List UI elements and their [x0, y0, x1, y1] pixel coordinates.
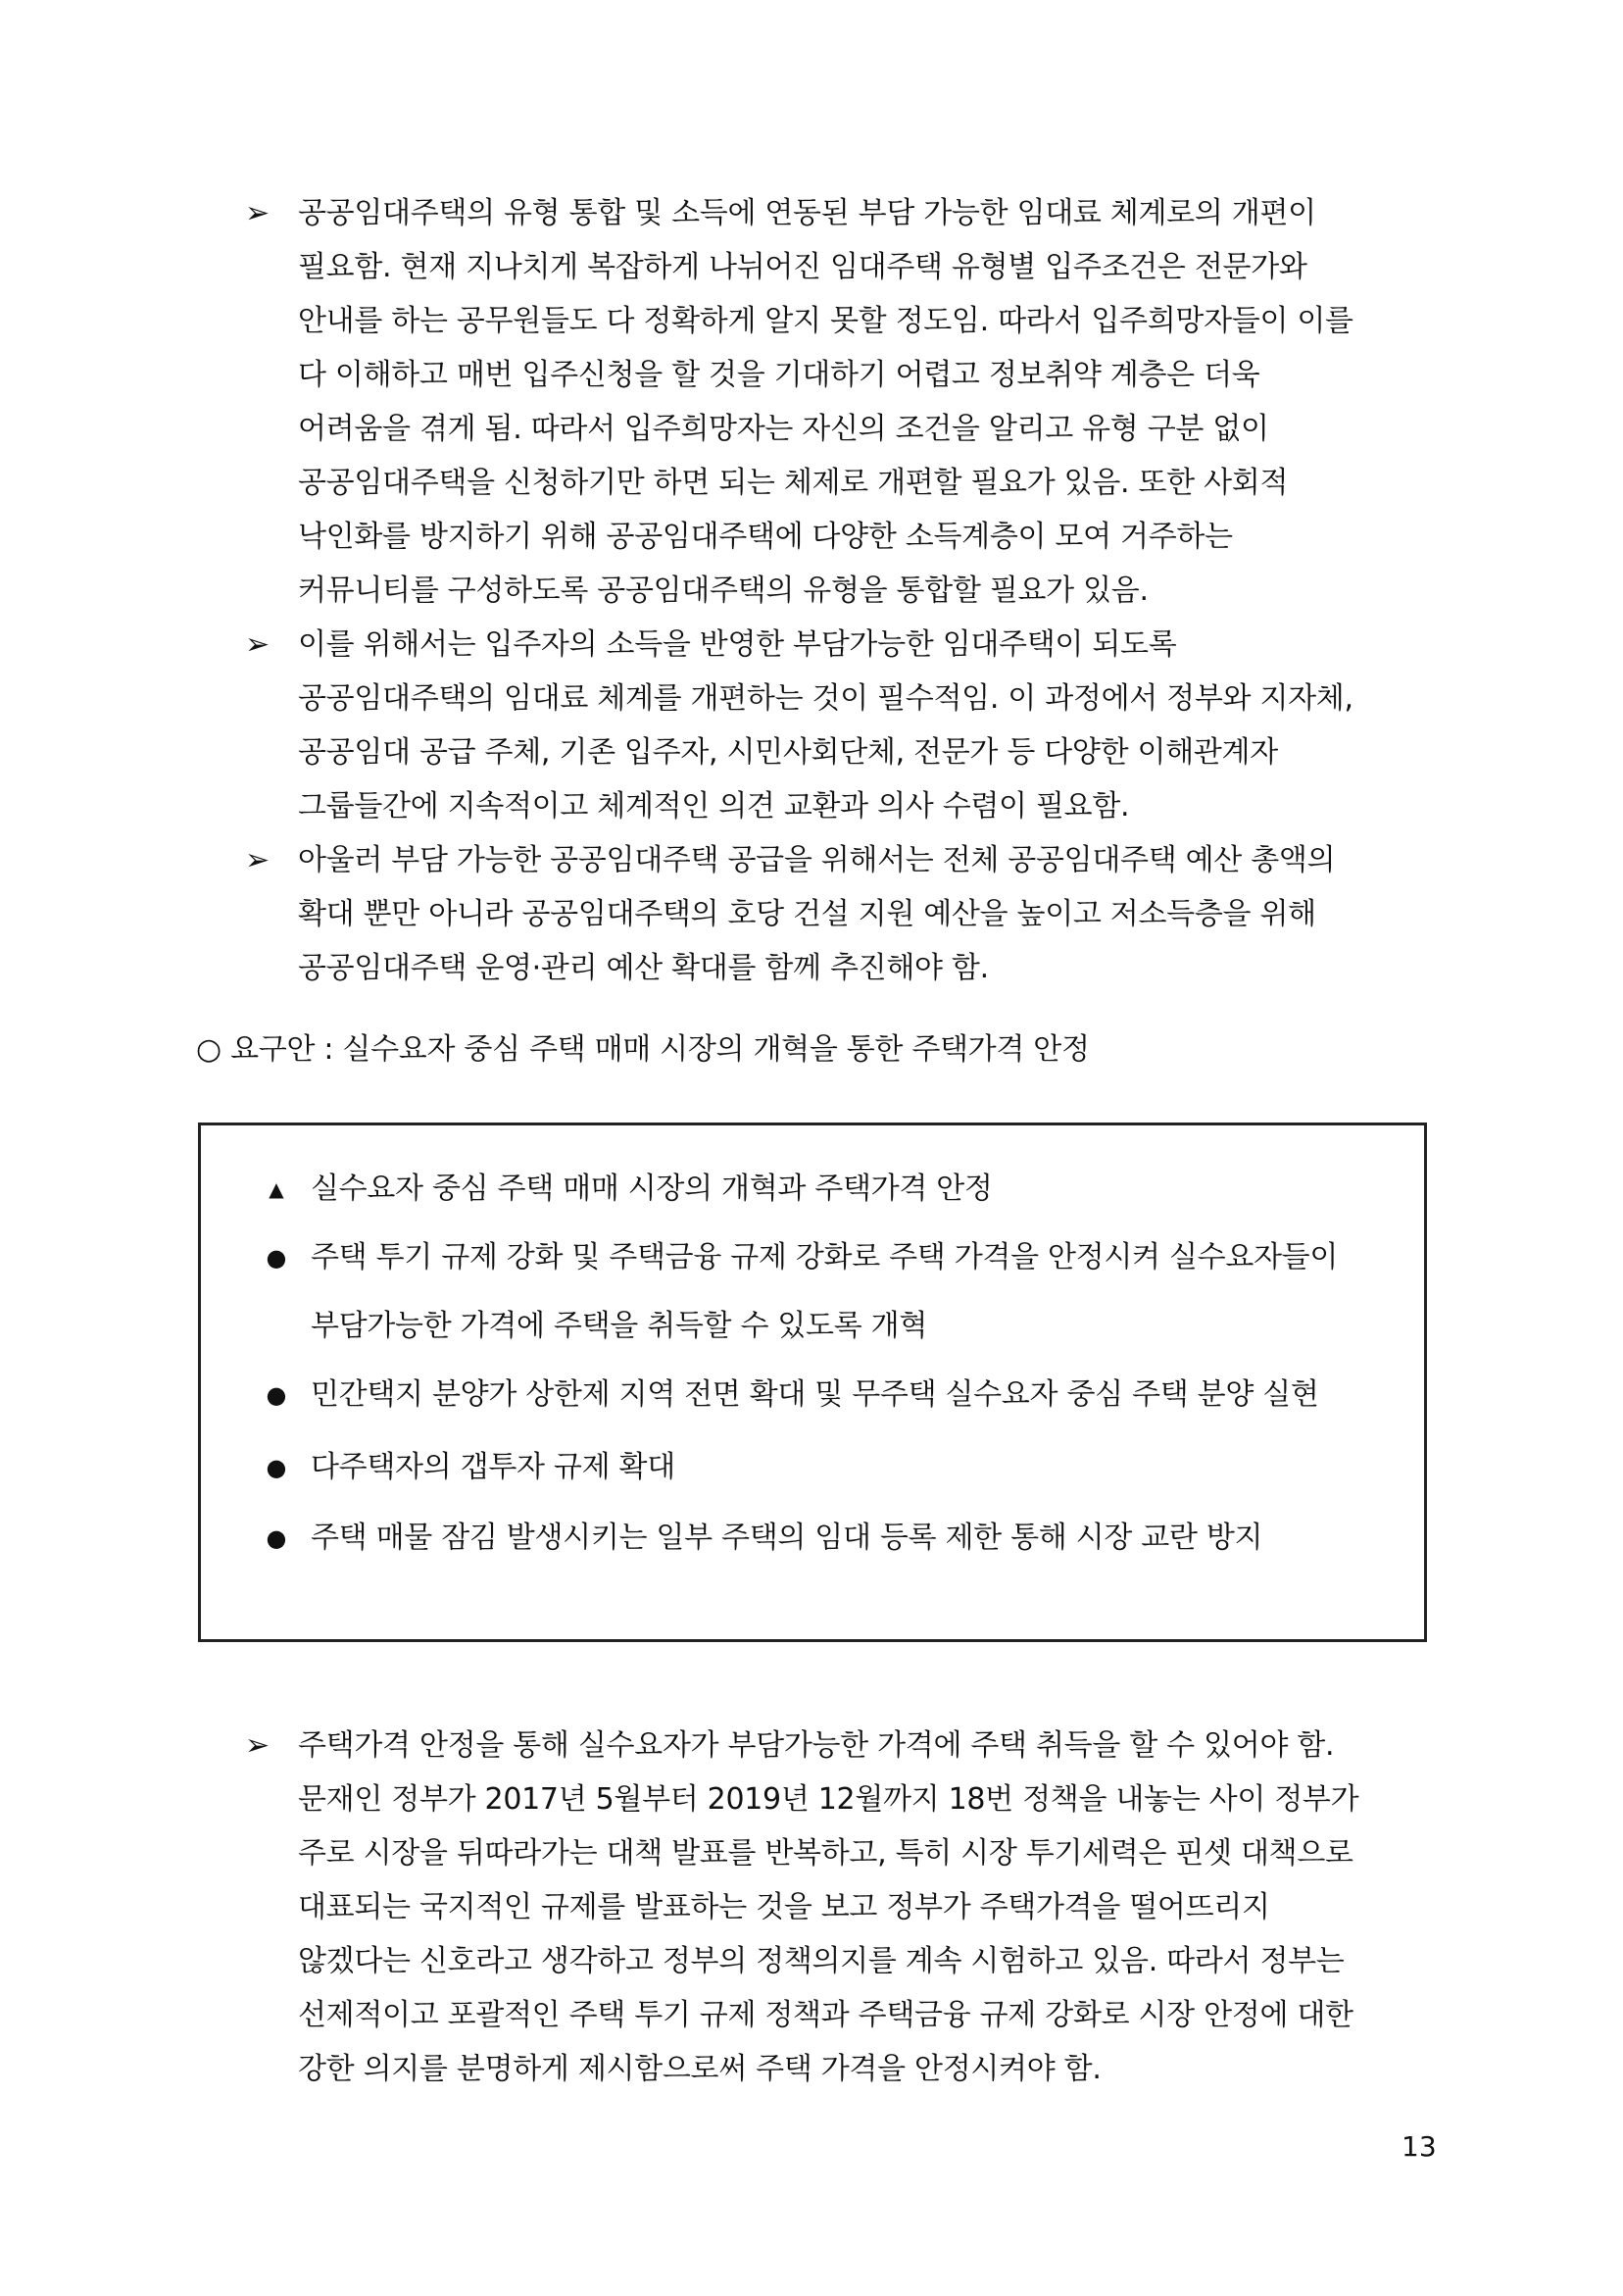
paragraph-line: 대표되는 국지적인 규제를 발표하는 것을 보고 정부가 주택가격을 떨어뜨리지 — [298, 1890, 1270, 1924]
paragraph-line: 확대 뿐만 아니라 공공임대주택의 호당 건설 지원 예산을 높이고 저소득층을 위해 — [298, 897, 1316, 931]
box-line: 실수요자 중심 주택 매매 시장의 개혁과 주택가격 안정 — [311, 1172, 993, 1206]
paragraph-line: 공공임대주택 운영·관리 예산 확대를 함께 추진해야 함. — [298, 951, 989, 985]
demand-summary-box — [198, 1123, 1427, 1642]
demand-heading: ○ 요구안 : 실수요자 중심 주택 매매 시장의 개혁을 통한 주택가격 안정 — [196, 1032, 1090, 1067]
paragraph-line: 공공임대주택을 신청하기만 하면 되는 체제로 개편할 필요가 있음. 또한 사회적 — [298, 466, 1289, 500]
dot-bullet-icon: ● — [266, 1454, 287, 1481]
bullet-item-unified-rental-types — [245, 186, 1431, 618]
paragraph-line: 이를 위해서는 입주자의 소득을 반영한 부담가능한 임대주택이 되도록 — [298, 627, 1177, 662]
arrow-bullet-icon: ➢ — [245, 627, 270, 662]
box-item-price-cap — [201, 1361, 1426, 1429]
paragraph-line: 낙인화를 방지하기 위해 공공임대주택에 다양한 소득계층이 모여 거주하는 — [298, 520, 1233, 554]
paragraph-line: 주택가격 안정을 통해 실수요자가 부담가능한 가격에 주택 취득을 할 수 있어야 함. — [298, 1728, 1335, 1763]
box-item-rental-registration — [201, 1504, 1426, 1572]
arrow-bullet-icon: ➢ — [245, 1728, 270, 1763]
arrow-bullet-icon: ➢ — [245, 843, 270, 877]
bullet-item-budget-expansion — [245, 833, 1431, 995]
paragraph-line: 그룹들간에 지속적이고 체계적인 의견 교환과 의사 수렴이 필요함. — [298, 789, 1130, 824]
paragraph-line: 공공임대주택의 유형 통합 및 소득에 연동된 부담 가능한 임대료 체계로의 개편이 — [298, 196, 1316, 230]
box-item-regulation — [201, 1223, 1426, 1361]
paragraph-line: 아울러 부담 가능한 공공임대주택 공급을 위해서는 전체 공공임대주택 예산 총액의 — [298, 843, 1336, 877]
page-number: 13 — [1402, 2130, 1437, 2163]
bullet-paragraph — [298, 618, 1431, 833]
paragraph-line: 커뮤니티를 구성하도록 공공임대주택의 유형을 통합할 필요가 있음. — [298, 574, 1149, 608]
bullet-paragraph — [298, 1719, 1431, 2096]
paragraph-line: 강한 의지를 분명하게 제시함으로써 주택 가격을 안정시켜야 함. — [298, 2052, 1102, 2086]
bullet-item-rent-system-reform — [245, 618, 1431, 833]
bullet-paragraph — [298, 186, 1431, 618]
paragraph-line: 어려움을 겪게 됨. 따라서 입주희망자는 자신의 조건을 알리고 유형 구분 없이 — [298, 412, 1269, 446]
paragraph-line: 필요함. 현재 지나치게 복잡하게 나뉘어진 임대주택 유형별 입주조건은 전문가와 — [298, 250, 1307, 284]
paragraph-line: 다 이해하고 매번 입주신청을 할 것을 기대하기 어렵고 정보취약 계층은 더욱 — [298, 358, 1260, 392]
box-line: 부담가능한 가격에 주택을 취득할 수 있도록 개혁 — [311, 1309, 928, 1343]
bullet-item-price-stabilization — [245, 1719, 1431, 2096]
box-item-text — [311, 1361, 1426, 1429]
box-item-gap-investment — [201, 1433, 1426, 1502]
paragraph-line: 안내를 하는 공무원들도 다 정확하게 알지 못할 정도임. 따라서 입주희망자들이 이를 — [298, 304, 1353, 338]
box-item-text — [311, 1504, 1426, 1572]
paragraph-line: 문재인 정부가 2017년 5월부터 2019년 12월까지 18번 정책을 내놓는 사이 정부가 — [298, 1782, 1359, 1817]
box-item-text — [311, 1223, 1426, 1361]
box-item-headline — [201, 1155, 1426, 1223]
box-line: 주택 매물 잠김 발생시키는 일부 주택의 임대 등록 제한 통해 시장 교란 방지 — [311, 1521, 1263, 1555]
box-line: 다주택자의 갭투자 규제 확대 — [311, 1450, 675, 1484]
paragraph-line: 공공임대 공급 주체, 기존 입주자, 시민사회단체, 전문가 등 다양한 이해관계자 — [298, 735, 1278, 770]
dot-bullet-icon: ● — [266, 1524, 287, 1552]
dot-bullet-icon: ● — [266, 1244, 287, 1272]
paragraph-line: 않겠다는 신호라고 생각하고 정부의 정책의지를 계속 시험하고 있음. 따라서 정부는 — [298, 1944, 1345, 1978]
box-item-text — [311, 1433, 1426, 1502]
arrow-bullet-icon: ➢ — [245, 196, 270, 230]
dot-bullet-icon: ● — [266, 1381, 287, 1409]
box-item-text — [311, 1155, 1426, 1223]
triangle-bullet-icon: ▲ — [269, 1177, 284, 1201]
box-line: 민간택지 분양가 상한제 지역 전면 확대 및 무주택 실수요자 중심 주택 분양 실현 — [311, 1377, 1319, 1412]
box-line: 주택 투기 규제 강화 및 주택금융 규제 강화로 주택 가격을 안정시켜 실수요자들이 — [311, 1240, 1339, 1274]
paragraph-line: 선제적이고 포괄적인 주택 투기 규제 정책과 주택금융 규제 강화로 시장 안정에 대한 — [298, 1998, 1353, 2032]
paragraph-line: 주로 시장을 뒤따라가는 대책 발표를 반복하고, 특히 시장 투기세력은 핀셋 대책으로 — [298, 1836, 1353, 1871]
bullet-paragraph — [298, 833, 1431, 995]
paragraph-line: 공공임대주택의 임대료 체계를 개편하는 것이 필수적임. 이 과정에서 정부와 지자체, — [298, 681, 1353, 716]
